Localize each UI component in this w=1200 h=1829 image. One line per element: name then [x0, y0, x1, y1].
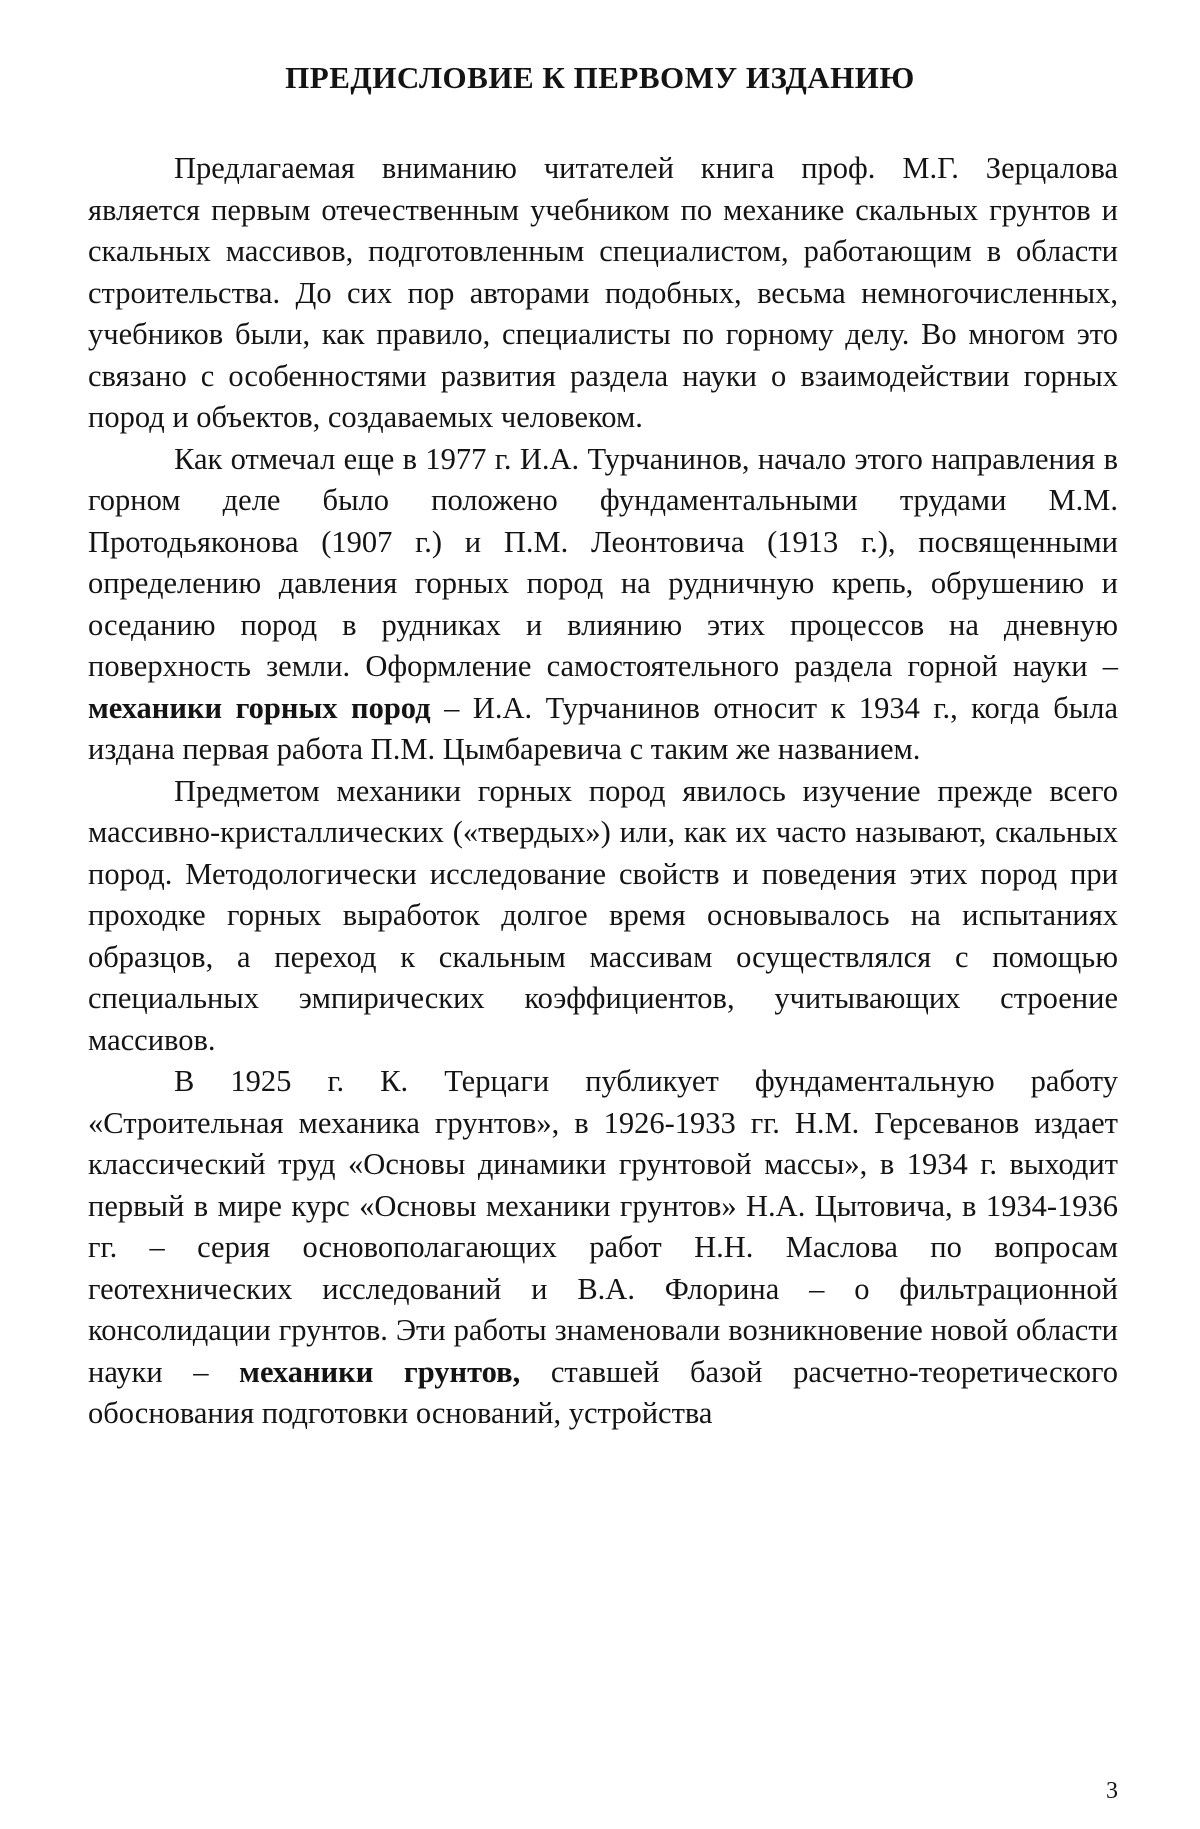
paragraph-text: Предметом механики горных пород явилось изучение прежде всего массивно-кристаллических («твердых») или, как их часто называют, скальных пород. Методологически исследование свойств и поведения этих пород при проходке горных выработок долгое время основывалось на испытаниях образцов, а переход к скальным массивам осуществлялся с помощью специальных эмпирических коэффициентов, учитывающих строение массивов. [88, 773, 1118, 1057]
bold-term: механики грунтов, [239, 1354, 521, 1389]
paragraph-text: – И.А. Турчанинов относит к 1934 г., когда была издана первая работа П.М. Цымбаревича с таким же названием. [88, 690, 1118, 766]
paragraph-text: В 1925 г. К. Терцаги публикует фундаментальную работу «Строительная механика грунтов», в 1926-1933 гг. Н.М. Герсеванов издает классический труд «Основы динамики грунтовой массы», в 1934 г. выходит первый в мире курс «Основы механики грунтов» Н.А. Цытовича, в 1934-1936 гг. – серия основополагающих работ Н.Н. Маслова по вопросам геотехнических исследований и В.А. Флорина – о фильтрационной консолидации грунтов. Эти работы знаменовали возникновение новой области науки – [88, 1064, 1118, 1389]
paragraph-text: ставшей базой расчетно-теоретического обоснования подготовки оснований, устройства [88, 1354, 1119, 1430]
paragraph-text: Как отмечал еще в 1977 г. И.А. Турчанинов, начало этого направления в горном деле было положено фундаментальными трудами М.М. Протодьяконова (1907 г.) и П.М. Леонтовича (1913 г.), посвященными определению давления горных пород на рудничную крепь, обрушению и оседанию пород в рудниках и влиянию этих процессов на дневную поверхность земли. Оформление самостоятельного раздела горной науки – [88, 441, 1118, 683]
page-number: 3 [1106, 1778, 1118, 1804]
paragraph [88, 439, 1118, 771]
page-heading: ПРЕДИСЛОВИЕ К ПЕРВОМУ ИЗДАНИЮ [285, 60, 915, 95]
paragraph [88, 771, 1118, 1062]
paragraph-text: Предлагаемая вниманию читателей книга проф. М.Г. Зерцалова является первым отечественным учебником по механике скальных грунтов и скальных массивов, подготовленным специалистом, работающим в области строительства. До сих пор авторами подобных, весьма немногочисленных, учебников были, как правило, специалисты по горному делу. Во многом это связано с особенностями развития раздела науки о взаимодействии горных пород и объектов, создаваемых человеком. [88, 151, 1118, 434]
bold-term: механики горных пород [88, 690, 431, 725]
paragraph [88, 148, 1118, 439]
paragraph [88, 1061, 1118, 1435]
body-text [88, 148, 1118, 1435]
